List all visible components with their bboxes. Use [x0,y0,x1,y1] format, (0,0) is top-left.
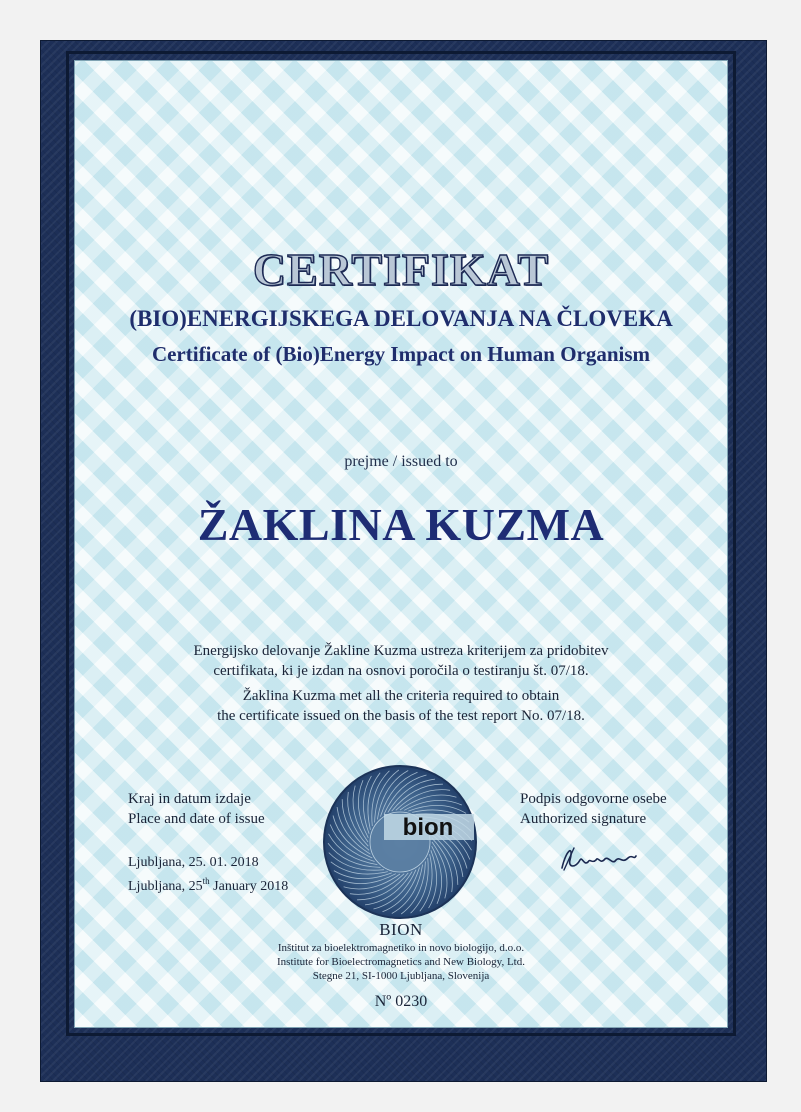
signature-label-si: Podpis odgovorne osebe [520,791,667,807]
issuer-name: BION [379,920,423,939]
signature-icon [556,838,640,878]
signature-block [520,789,667,829]
issued-to-label: prejme / issued to [344,453,458,470]
place-date-block [128,789,288,896]
paragraph-en-line-1: Žaklina Kuzma met all the criteria required to obtain [242,688,560,704]
paragraph-english [74,686,728,726]
certificate-title: CERTIFIKAT [252,244,550,295]
paragraph-slovenian [74,641,728,681]
date-en-suffix: January 2018 [209,879,289,894]
subtitle-english: Certificate of (Bio)Energy Impact on Human Organism [151,342,651,366]
date-si: Ljubljana, 25. 01. 2018 [128,855,259,870]
subtitle-slovenian: (BIO)ENERGIJSKEGA DELOVANJA NA ČLOVEKA [129,306,673,331]
date-en [128,872,288,896]
certificate-number: Nº 0230 [374,993,428,1010]
recipient-name: ŽAKLINA KUZMA [197,499,605,550]
paragraph-si-line-2: certifikata, ki je izdan na osnovi poročila o testiranju št. 07/18. [213,663,589,679]
place-label-en: Place and date of issue [128,811,265,827]
paragraph-en-line-2: the certificate issued on the basis of the test report No. 07/18. [217,708,585,724]
paragraph-si-line-1: Energijsko delovanje Žakline Kuzma ustreza kriterijem za pridobitev [193,643,609,659]
signature-label-en: Authorized signature [520,811,647,827]
date-en-sup: th [202,876,210,886]
date-en-prefix: Ljubljana, 25 [128,879,203,894]
place-label-si: Kraj in datum izdaje [128,791,251,807]
bion-seal-icon [320,762,480,922]
issuer-address: Stegne 21, SI-1000 Ljubljana, Slovenija [312,970,490,982]
issuer-line-2: Institute for Bioelectromagnetics and New Biology, Ltd. [277,956,525,968]
issue-dates [128,854,288,896]
seal-text: bion [402,814,454,841]
issuer-line-1: Inštitut za bioelektromagnetiko in novo biologijo, d.o.o. [277,942,525,954]
